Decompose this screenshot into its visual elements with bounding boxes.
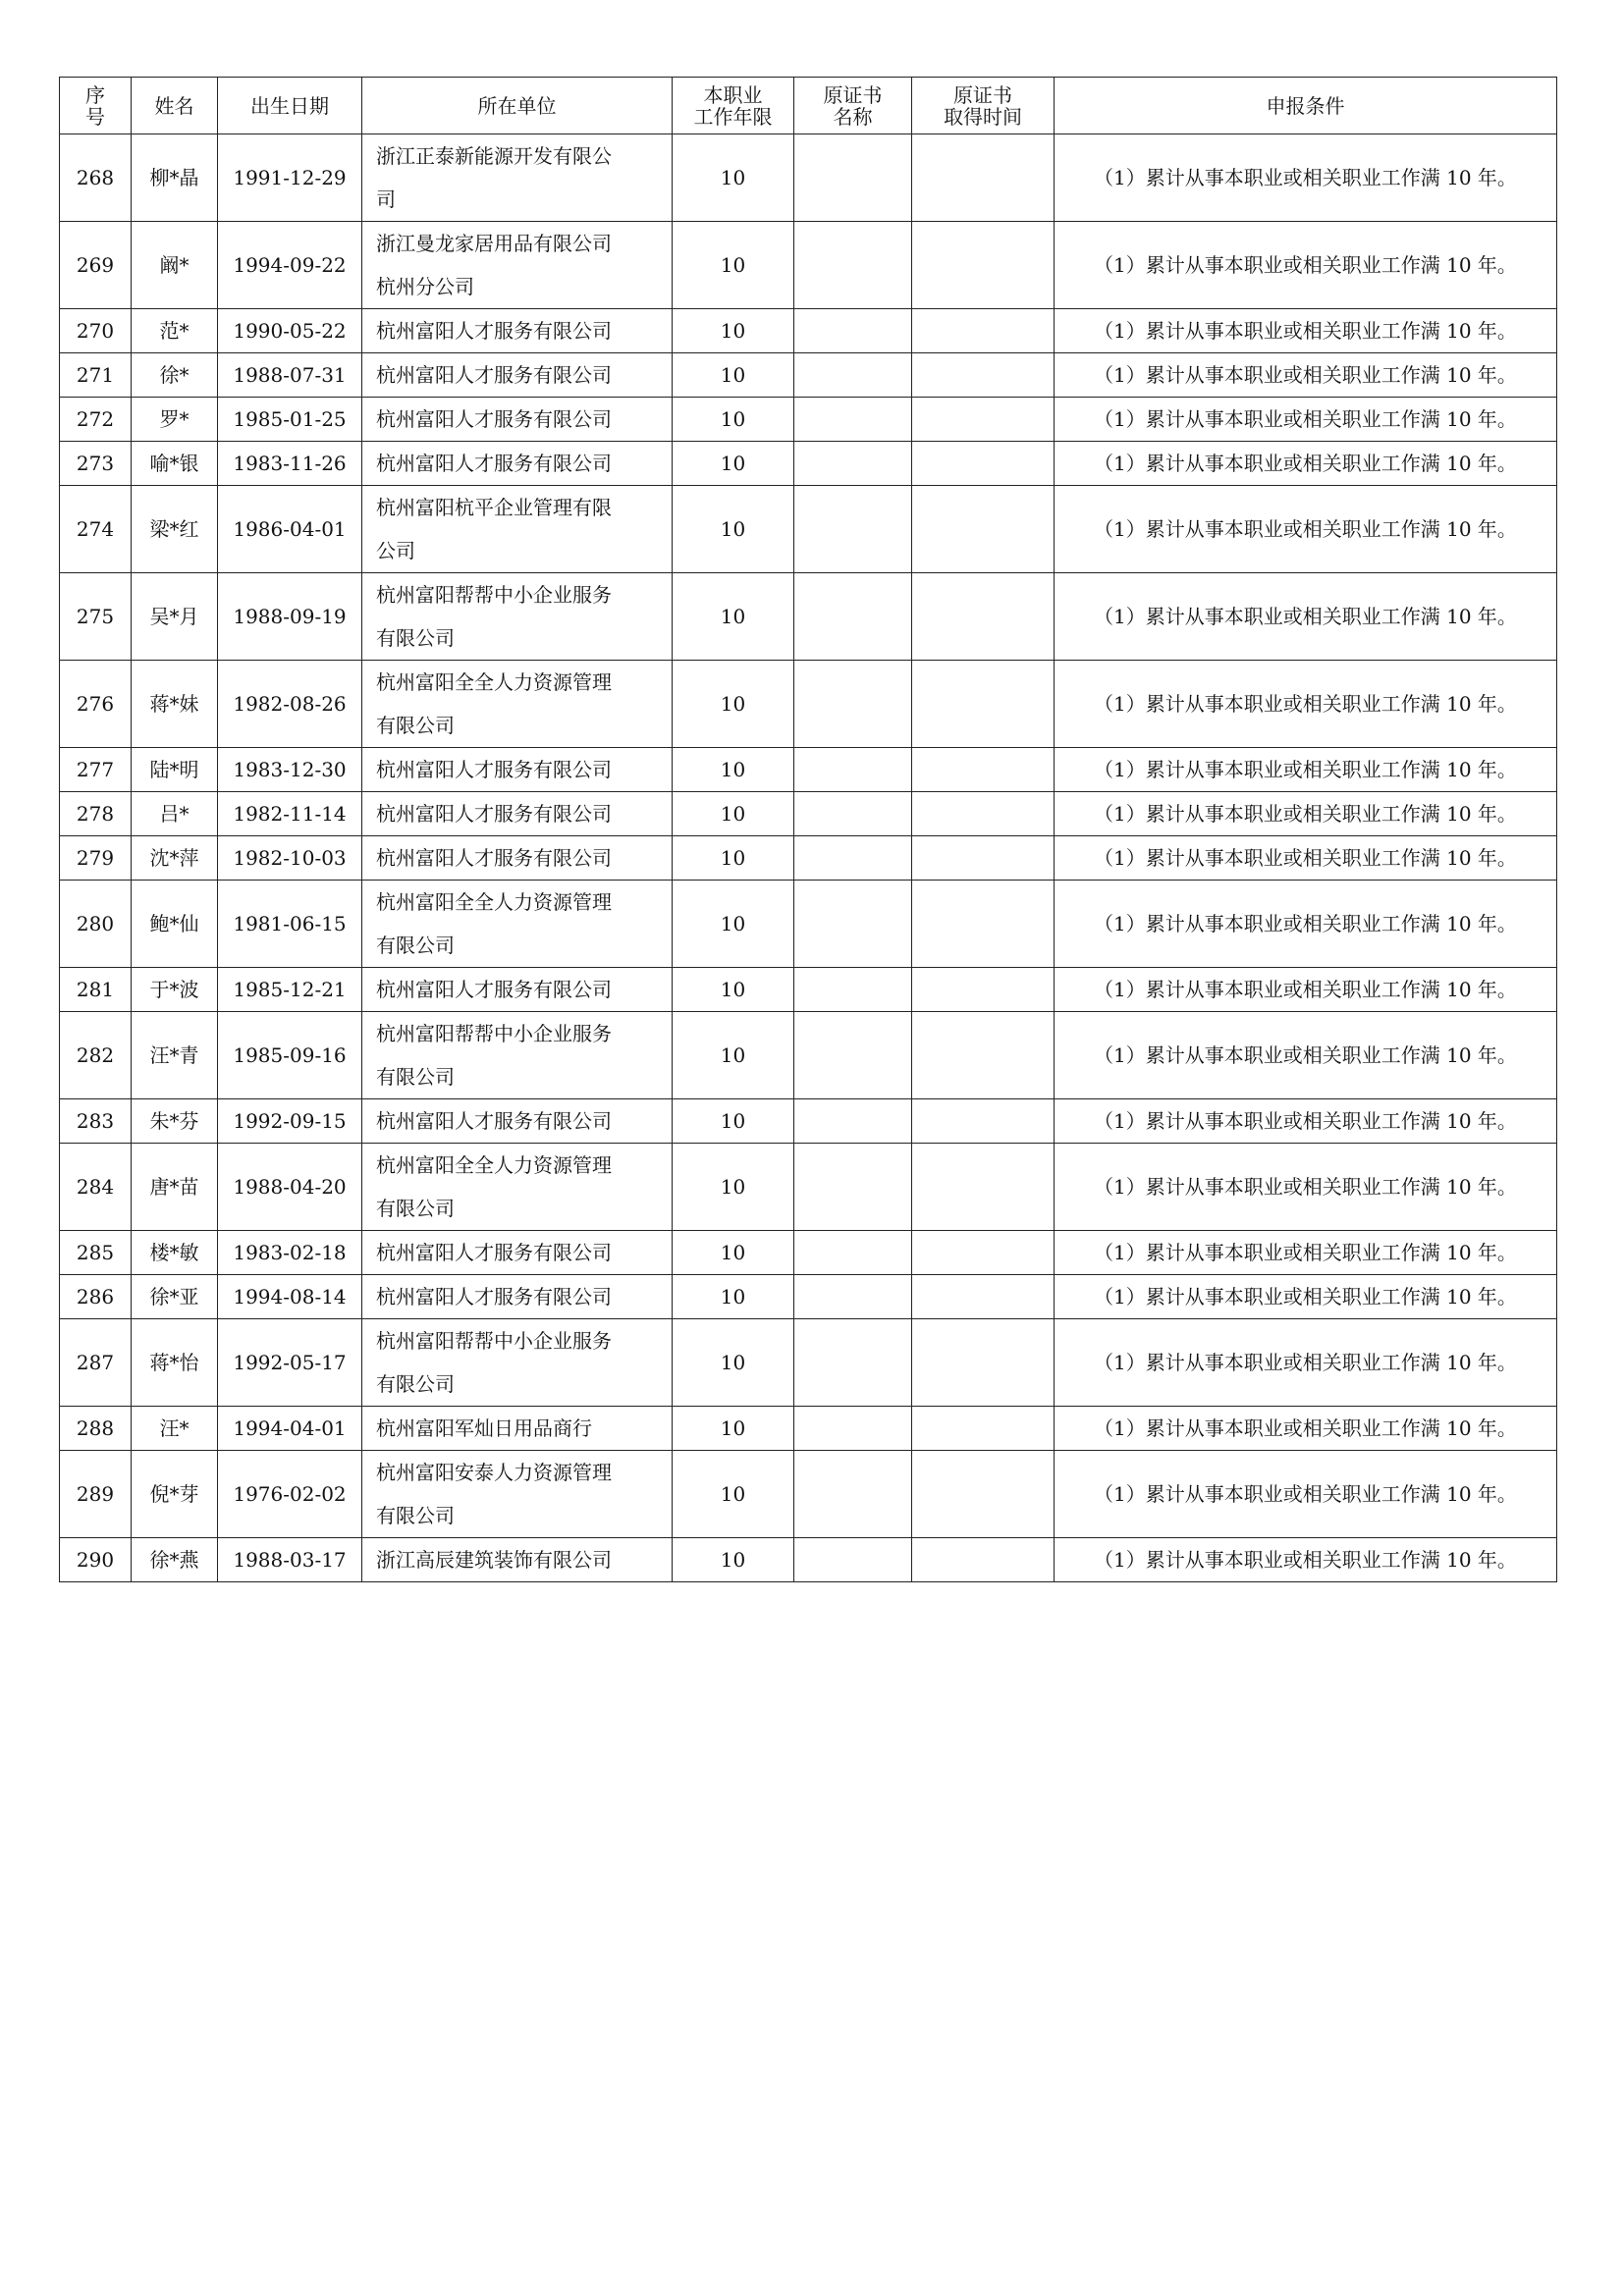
header-seq-line: 号 <box>85 104 105 129</box>
cell-name: 阚* <box>132 222 218 309</box>
table-row <box>60 1319 1557 1407</box>
table-row <box>60 353 1557 398</box>
cell-years: 10 <box>673 1319 794 1407</box>
table-row <box>60 1099 1557 1144</box>
header-years <box>673 78 794 134</box>
cell-condition: （1）累计从事本职业或相关职业工作满 10 年。 <box>1055 1407 1557 1451</box>
cell-seq: 280 <box>60 881 132 968</box>
cell-years: 10 <box>673 442 794 486</box>
cell-years: 10 <box>673 836 794 881</box>
cell-birth: 1985-01-25 <box>218 398 362 442</box>
table-row <box>60 836 1557 881</box>
cell-birth: 1986-04-01 <box>218 486 362 573</box>
cell-seq: 270 <box>60 309 132 353</box>
cell-cert-time <box>912 661 1055 748</box>
cell-unit-line: 杭州富阳人才服务有限公司 <box>376 1109 612 1133</box>
cell-cert-time <box>912 486 1055 573</box>
table-row <box>60 1407 1557 1451</box>
cell-unit-line: 杭州富阳帮帮中小企业服务 <box>376 583 612 607</box>
cell-cert-time <box>912 573 1055 661</box>
cell-cert-time <box>912 222 1055 309</box>
cell-unit-line: 杭州富阳人才服务有限公司 <box>376 978 612 1001</box>
table-row <box>60 309 1557 353</box>
cell-unit <box>362 748 673 792</box>
cell-cert-name <box>794 309 912 353</box>
table-row <box>60 968 1557 1012</box>
cell-condition: （1）累计从事本职业或相关职业工作满 10 年。 <box>1055 1231 1557 1275</box>
cell-cert-name <box>794 1099 912 1144</box>
cell-seq: 271 <box>60 353 132 398</box>
cell-cert-time <box>912 748 1055 792</box>
cell-unit-line: 浙江高辰建筑装饰有限公司 <box>376 1548 612 1572</box>
cell-unit-line: 有限公司 <box>376 934 455 957</box>
cell-seq: 276 <box>60 661 132 748</box>
cell-unit-line: 司 <box>376 187 396 211</box>
header-cert-time <box>912 78 1055 134</box>
header-seq-line: 序 <box>85 82 105 107</box>
cell-seq: 287 <box>60 1319 132 1407</box>
cell-unit <box>362 968 673 1012</box>
cell-seq: 269 <box>60 222 132 309</box>
cell-condition: （1）累计从事本职业或相关职业工作满 10 年。 <box>1055 1538 1557 1582</box>
cell-cert-time <box>912 1451 1055 1538</box>
cell-name: 喻*银 <box>132 442 218 486</box>
cell-unit-line: 杭州富阳全全人力资源管理 <box>376 670 612 694</box>
cell-birth: 1983-11-26 <box>218 442 362 486</box>
cell-cert-name <box>794 353 912 398</box>
cell-name: 于*波 <box>132 968 218 1012</box>
cell-unit-line: 杭州富阳人才服务有限公司 <box>376 319 612 343</box>
cell-seq: 279 <box>60 836 132 881</box>
cell-seq: 274 <box>60 486 132 573</box>
cell-years: 10 <box>673 1407 794 1451</box>
header-birth: 出生日期 <box>218 78 362 134</box>
cell-name: 罗* <box>132 398 218 442</box>
cell-cert-name <box>794 134 912 222</box>
cell-unit-line: 浙江正泰新能源开发有限公 <box>376 144 612 168</box>
cell-unit <box>362 881 673 968</box>
cell-cert-name <box>794 1538 912 1582</box>
cell-unit <box>362 353 673 398</box>
cell-cert-name <box>794 442 912 486</box>
cell-birth: 1988-09-19 <box>218 573 362 661</box>
cell-unit-line: 杭州富阳杭平企业管理有限 <box>376 496 612 519</box>
table-row <box>60 573 1557 661</box>
table-row <box>60 661 1557 748</box>
cell-birth: 1994-08-14 <box>218 1275 362 1319</box>
cell-years: 10 <box>673 1144 794 1231</box>
header-name: 姓名 <box>132 78 218 134</box>
cell-birth: 1988-04-20 <box>218 1144 362 1231</box>
cell-condition: （1）累计从事本职业或相关职业工作满 10 年。 <box>1055 1144 1557 1231</box>
cell-years: 10 <box>673 353 794 398</box>
cell-birth: 1988-07-31 <box>218 353 362 398</box>
table-row <box>60 1275 1557 1319</box>
cell-unit <box>362 792 673 836</box>
cell-unit-line: 杭州分公司 <box>376 275 474 298</box>
header-condition: 申报条件 <box>1055 78 1557 134</box>
cell-birth: 1976-02-02 <box>218 1451 362 1538</box>
cell-birth: 1992-09-15 <box>218 1099 362 1144</box>
cell-birth: 1994-09-22 <box>218 222 362 309</box>
cell-unit-line: 杭州富阳人才服务有限公司 <box>376 846 612 870</box>
cell-name: 柳*晶 <box>132 134 218 222</box>
cell-name: 吴*月 <box>132 573 218 661</box>
cell-seq: 289 <box>60 1451 132 1538</box>
cell-cert-name <box>794 661 912 748</box>
cell-unit-line: 有限公司 <box>376 1372 455 1396</box>
cell-unit <box>362 1144 673 1231</box>
cell-unit-line: 杭州富阳军灿日用品商行 <box>376 1416 592 1440</box>
cell-unit-line: 杭州富阳人才服务有限公司 <box>376 407 612 431</box>
cell-unit-line: 杭州富阳帮帮中小企业服务 <box>376 1022 612 1045</box>
cell-unit-line: 杭州富阳安泰人力资源管理 <box>376 1461 612 1484</box>
cell-condition: （1）累计从事本职业或相关职业工作满 10 年。 <box>1055 486 1557 573</box>
header-years-line: 本职业 <box>703 82 763 107</box>
cell-seq: 285 <box>60 1231 132 1275</box>
cell-unit-line: 杭州富阳人才服务有限公司 <box>376 758 612 781</box>
cell-condition: （1）累计从事本职业或相关职业工作满 10 年。 <box>1055 1012 1557 1099</box>
cell-name: 梁*红 <box>132 486 218 573</box>
table-row <box>60 1012 1557 1099</box>
cell-name: 朱*芬 <box>132 1099 218 1144</box>
table-row <box>60 134 1557 222</box>
cell-seq: 278 <box>60 792 132 836</box>
table-row <box>60 792 1557 836</box>
cell-cert-time <box>912 1319 1055 1407</box>
cell-cert-name <box>794 1319 912 1407</box>
cell-unit <box>362 1538 673 1582</box>
cell-name: 沈*萍 <box>132 836 218 881</box>
cell-unit <box>362 1407 673 1451</box>
cell-years: 10 <box>673 1099 794 1144</box>
cell-birth: 1981-06-15 <box>218 881 362 968</box>
cell-unit-line: 有限公司 <box>376 714 455 737</box>
cell-unit-line: 有限公司 <box>376 1197 455 1220</box>
table-row <box>60 1451 1557 1538</box>
table-row <box>60 1144 1557 1231</box>
cell-unit <box>362 1319 673 1407</box>
cell-unit-line: 杭州富阳全全人力资源管理 <box>376 890 612 914</box>
table-row <box>60 486 1557 573</box>
cell-unit-line: 杭州富阳人才服务有限公司 <box>376 1241 612 1264</box>
cell-name: 蒋*妹 <box>132 661 218 748</box>
cell-seq: 282 <box>60 1012 132 1099</box>
cell-years: 10 <box>673 661 794 748</box>
cell-unit-line: 杭州富阳人才服务有限公司 <box>376 452 612 475</box>
cell-name: 唐*苗 <box>132 1144 218 1231</box>
cell-unit-line: 杭州富阳人才服务有限公司 <box>376 802 612 826</box>
cell-unit <box>362 398 673 442</box>
cell-unit-line: 杭州富阳全全人力资源管理 <box>376 1153 612 1177</box>
header-cert-time-line: 取得时间 <box>944 104 1022 129</box>
cell-unit <box>362 661 673 748</box>
cell-birth: 1982-08-26 <box>218 661 362 748</box>
cell-seq: 268 <box>60 134 132 222</box>
cell-birth: 1991-12-29 <box>218 134 362 222</box>
cell-condition: （1）累计从事本职业或相关职业工作满 10 年。 <box>1055 353 1557 398</box>
cell-unit-line: 公司 <box>376 539 415 562</box>
header-cert-time-line: 原证书 <box>953 82 1012 107</box>
cell-unit <box>362 222 673 309</box>
cell-unit <box>362 1012 673 1099</box>
cell-unit <box>362 1451 673 1538</box>
cell-unit-line: 杭州富阳人才服务有限公司 <box>376 1285 612 1308</box>
cell-condition: （1）累计从事本职业或相关职业工作满 10 年。 <box>1055 134 1557 222</box>
cell-unit-line: 有限公司 <box>376 1504 455 1527</box>
cell-unit <box>362 1275 673 1319</box>
cell-cert-name <box>794 881 912 968</box>
cell-cert-name <box>794 1012 912 1099</box>
cell-cert-name <box>794 748 912 792</box>
cell-seq: 284 <box>60 1144 132 1231</box>
cell-years: 10 <box>673 309 794 353</box>
cell-condition: （1）累计从事本职业或相关职业工作满 10 年。 <box>1055 968 1557 1012</box>
cell-years: 10 <box>673 134 794 222</box>
cell-years: 10 <box>673 968 794 1012</box>
cell-cert-name <box>794 1144 912 1231</box>
cell-years: 10 <box>673 1275 794 1319</box>
cell-name: 楼*敏 <box>132 1231 218 1275</box>
cell-cert-time <box>912 309 1055 353</box>
cell-birth: 1982-11-14 <box>218 792 362 836</box>
cell-cert-time <box>912 398 1055 442</box>
cell-unit-line: 浙江曼龙家居用品有限公司 <box>376 232 612 255</box>
cell-name: 徐* <box>132 353 218 398</box>
cell-cert-name <box>794 1451 912 1538</box>
cell-unit-line: 杭州富阳人才服务有限公司 <box>376 363 612 387</box>
cell-unit <box>362 309 673 353</box>
cell-seq: 288 <box>60 1407 132 1451</box>
header-cert-name-line: 原证书 <box>823 82 883 107</box>
cell-unit-line: 有限公司 <box>376 626 455 650</box>
cell-seq: 277 <box>60 748 132 792</box>
cell-condition: （1）累计从事本职业或相关职业工作满 10 年。 <box>1055 836 1557 881</box>
cell-cert-name <box>794 1407 912 1451</box>
cell-birth: 1982-10-03 <box>218 836 362 881</box>
table-row <box>60 398 1557 442</box>
cell-cert-time <box>912 1407 1055 1451</box>
cell-name: 吕* <box>132 792 218 836</box>
cell-cert-name <box>794 398 912 442</box>
cell-condition: （1）累计从事本职业或相关职业工作满 10 年。 <box>1055 1319 1557 1407</box>
table-row <box>60 881 1557 968</box>
cell-unit <box>362 486 673 573</box>
cell-cert-time <box>912 353 1055 398</box>
cell-seq: 275 <box>60 573 132 661</box>
cell-condition: （1）累计从事本职业或相关职业工作满 10 年。 <box>1055 398 1557 442</box>
cell-name: 汪* <box>132 1407 218 1451</box>
cell-years: 10 <box>673 573 794 661</box>
cell-birth: 1994-04-01 <box>218 1407 362 1451</box>
cell-years: 10 <box>673 1012 794 1099</box>
cell-years: 10 <box>673 1231 794 1275</box>
cell-unit-line: 有限公司 <box>376 1065 455 1089</box>
cell-years: 10 <box>673 398 794 442</box>
cell-condition: （1）累计从事本职业或相关职业工作满 10 年。 <box>1055 792 1557 836</box>
cell-name: 汪*青 <box>132 1012 218 1099</box>
table-row <box>60 1231 1557 1275</box>
cell-cert-name <box>794 836 912 881</box>
cell-cert-time <box>912 1538 1055 1582</box>
header-unit: 所在单位 <box>362 78 673 134</box>
cell-condition: （1）累计从事本职业或相关职业工作满 10 年。 <box>1055 222 1557 309</box>
cell-seq: 290 <box>60 1538 132 1582</box>
cell-cert-name <box>794 968 912 1012</box>
header-cert-name <box>794 78 912 134</box>
cell-years: 10 <box>673 222 794 309</box>
cell-cert-name <box>794 1231 912 1275</box>
table-row <box>60 442 1557 486</box>
cell-condition: （1）累计从事本职业或相关职业工作满 10 年。 <box>1055 1275 1557 1319</box>
cell-years: 10 <box>673 881 794 968</box>
cell-name: 陆*明 <box>132 748 218 792</box>
cell-years: 10 <box>673 486 794 573</box>
cell-name: 蒋*怡 <box>132 1319 218 1407</box>
cell-cert-name <box>794 1275 912 1319</box>
cell-birth: 1983-02-18 <box>218 1231 362 1275</box>
cell-cert-name <box>794 573 912 661</box>
cell-seq: 281 <box>60 968 132 1012</box>
cell-seq: 286 <box>60 1275 132 1319</box>
cell-birth: 1988-03-17 <box>218 1538 362 1582</box>
header-seq <box>60 78 132 134</box>
cell-birth: 1990-05-22 <box>218 309 362 353</box>
cell-unit <box>362 1231 673 1275</box>
cell-cert-time <box>912 442 1055 486</box>
cell-cert-time <box>912 792 1055 836</box>
cell-birth: 1992-05-17 <box>218 1319 362 1407</box>
cell-cert-name <box>794 222 912 309</box>
cell-name: 徐*亚 <box>132 1275 218 1319</box>
cell-unit <box>362 1099 673 1144</box>
cell-years: 10 <box>673 1451 794 1538</box>
cell-seq: 273 <box>60 442 132 486</box>
cell-cert-time <box>912 1275 1055 1319</box>
cell-cert-name <box>794 486 912 573</box>
cell-birth: 1985-12-21 <box>218 968 362 1012</box>
cell-name: 范* <box>132 309 218 353</box>
cell-cert-name <box>794 792 912 836</box>
cell-unit <box>362 573 673 661</box>
applicant-table <box>59 77 1557 1582</box>
cell-years: 10 <box>673 792 794 836</box>
cell-cert-time <box>912 1231 1055 1275</box>
header-cert-name-line: 名称 <box>833 104 873 129</box>
cell-cert-time <box>912 134 1055 222</box>
cell-cert-time <box>912 881 1055 968</box>
cell-condition: （1）累计从事本职业或相关职业工作满 10 年。 <box>1055 1451 1557 1538</box>
table-row <box>60 1538 1557 1582</box>
cell-birth: 1985-09-16 <box>218 1012 362 1099</box>
table-row <box>60 222 1557 309</box>
cell-years: 10 <box>673 1538 794 1582</box>
cell-unit <box>362 442 673 486</box>
cell-unit-line: 杭州富阳帮帮中小企业服务 <box>376 1329 612 1353</box>
cell-years: 10 <box>673 748 794 792</box>
cell-birth: 1983-12-30 <box>218 748 362 792</box>
table-body <box>60 134 1557 1582</box>
cell-name: 徐*燕 <box>132 1538 218 1582</box>
cell-seq: 272 <box>60 398 132 442</box>
cell-condition: （1）累计从事本职业或相关职业工作满 10 年。 <box>1055 573 1557 661</box>
cell-condition: （1）累计从事本职业或相关职业工作满 10 年。 <box>1055 661 1557 748</box>
cell-cert-time <box>912 836 1055 881</box>
cell-name: 鲍*仙 <box>132 881 218 968</box>
header-row <box>60 78 1557 134</box>
cell-cert-time <box>912 968 1055 1012</box>
table-row <box>60 748 1557 792</box>
cell-seq: 283 <box>60 1099 132 1144</box>
cell-cert-time <box>912 1144 1055 1231</box>
cell-condition: （1）累计从事本职业或相关职业工作满 10 年。 <box>1055 1099 1557 1144</box>
cell-unit <box>362 836 673 881</box>
cell-cert-time <box>912 1012 1055 1099</box>
cell-condition: （1）累计从事本职业或相关职业工作满 10 年。 <box>1055 309 1557 353</box>
cell-condition: （1）累计从事本职业或相关职业工作满 10 年。 <box>1055 442 1557 486</box>
header-years-line: 工作年限 <box>693 104 773 129</box>
cell-name: 倪*芽 <box>132 1451 218 1538</box>
cell-condition: （1）累计从事本职业或相关职业工作满 10 年。 <box>1055 748 1557 792</box>
cell-condition: （1）累计从事本职业或相关职业工作满 10 年。 <box>1055 881 1557 968</box>
cell-cert-time <box>912 1099 1055 1144</box>
cell-unit <box>362 134 673 222</box>
